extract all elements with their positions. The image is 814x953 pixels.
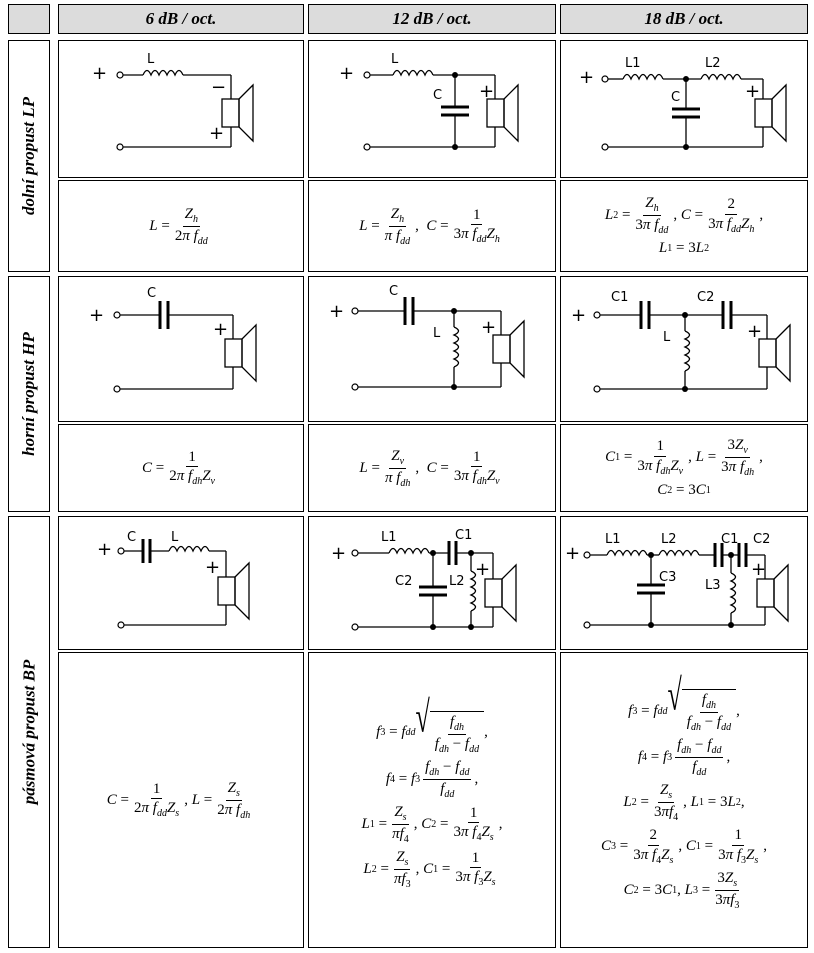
plus-sign: + [92,63,108,84]
column-header-18db [560,4,808,34]
speaker-icon [485,579,502,607]
equation: f 3 = f dd √ $\frac{f_{dh}}{f_{dh} - f_{dd}}$ , [628,670,740,734]
inductor-symbol [685,331,690,371]
plus-sign: + [329,301,345,322]
circuit-hp-6db [58,276,304,422]
circuit-diagram [561,517,808,650]
inductor-symbol [143,71,183,76]
circuit-diagram [309,277,556,422]
speaker-icon [218,577,235,605]
speaker-icon [759,339,776,367]
equation: L 2 = $\frac{Z_s}{3\pi f_4}$ , L 1 = 3 L 2 , [623,782,745,824]
circuit-lp-18db [560,40,808,178]
speaker-cone [235,563,249,619]
circuit-hp-12db [308,276,556,422]
column-header-label: 18 dB / oct. [644,9,724,28]
speaker-icon [757,579,774,607]
inductor-symbol [454,327,459,367]
plus-sign: + [97,539,113,560]
circuit-diagram [561,41,808,178]
formula-hp-12db [308,424,556,512]
row-label-lp [8,40,50,272]
circuit-lp-6db [58,40,304,178]
plus-sign: + [751,559,767,580]
formula-lp-6db [58,180,304,272]
input-terminal [352,308,358,314]
circuit-bp-18db [560,516,808,650]
plus-sign: + [213,319,229,340]
circuit-diagram [309,517,556,650]
inductor-label: L3 [705,578,721,593]
circuit-diagram [59,277,304,422]
plus-sign: + [579,67,595,88]
circuit-bp-12db [308,516,556,650]
equation: C = $\frac{1}{2\pi f_{dh}Z_v}$ [142,448,215,488]
inductor-symbol [731,573,736,613]
capacitor-label: C [389,284,399,299]
circuit-diagram [309,41,556,178]
inductor-label: L [663,330,671,345]
header-corner [8,4,50,34]
plus-sign: + [747,321,763,342]
equation: C 2 = 3 C 1 [657,482,711,498]
inductor-label: L [433,326,441,341]
speaker-icon [493,335,510,363]
equation: C 3 = $\frac{2}{3\pi f_4Z_s}$ , C 1 = $\frac{1}{3\pi f_3Z_s}$ , [600,827,768,866]
speaker-icon [225,339,242,367]
circuit-bp-6db [58,516,304,650]
speaker-cone [776,325,790,381]
speaker-cone [504,85,518,141]
circuit-hp-18db [560,276,808,422]
row-label-hp [8,276,50,512]
equation: f 4 = f 3 $\frac{f_{dh} - f_{dd}}{f_{dd}}$ , [637,737,731,779]
input-terminal [602,144,608,150]
minus-sign: − [211,77,227,98]
speaker-cone [772,85,786,141]
input-terminal [584,552,590,558]
circuit-diagram [59,41,304,178]
equation: C 2 = 3 C 1 , L 3 = $\frac{3Z_s}{3\pi f_3}$ [623,869,740,911]
inductor-label: L1 [625,56,641,71]
equation: L 2 = $\frac{Z_s}{\pi f_3}$ , C 1 = $\frac{1}{3\pi f_3Z_s}$ [363,848,496,890]
inductor-label: L1 [381,530,397,545]
equation: f 3 = f dd √ $\frac{f_{dh}}{f_{dh} - f_{dd}}$ , [376,691,488,755]
inductor-label: L [147,52,155,67]
plus-sign: + [475,559,491,580]
speaker-icon [487,99,504,127]
capacitor-label: C2 [697,290,715,305]
input-terminal [114,386,120,392]
inductor-symbol [623,75,663,80]
circuit-diagram [561,277,808,422]
capacitor-label: C2 [753,532,771,547]
formula-bp-18db [560,652,808,948]
input-terminal [364,72,370,78]
speaker-icon [222,99,239,127]
column-header-label: 12 dB / oct. [392,9,472,28]
plus-sign: + [565,543,581,564]
input-terminal [118,548,124,554]
inductor-symbol [393,71,433,76]
column-header-6db [58,4,304,34]
input-terminal [118,622,124,628]
capacitor-label: C [671,90,681,105]
plus-sign: + [331,543,347,564]
input-terminal [594,386,600,392]
input-terminal [594,312,600,318]
capacitor-label: C2 [395,574,413,589]
speaker-cone [774,565,788,621]
formula-hp-6db [58,424,304,512]
plus-sign: + [209,123,225,144]
equation: L = $\frac{Z_h}{\pi f_{dd}}$ , C = $\frac{1}{3\pi f_{dd}Z_h}$ [359,205,500,247]
input-terminal [117,72,123,78]
input-terminal [117,144,123,150]
row-label-text: dolní propust LP [19,96,38,216]
formula-lp-18db [560,180,808,272]
inductor-label: L2 [661,532,677,547]
input-terminal [602,76,608,82]
capacitor-label: C1 [611,290,629,305]
capacitor-label: C1 [721,532,739,547]
plus-sign: + [571,305,587,326]
formula-hp-18db [560,424,808,512]
formula-bp-6db [58,652,304,948]
circuit-diagram [59,517,304,650]
equation: L 1 = $\frac{Z_s}{\pi f_4}$ , C 2 = $\frac{1}{3\pi f_4Z_s}$ , [361,803,503,845]
plus-sign: + [339,63,355,84]
input-terminal [352,550,358,556]
circuit-lp-12db [308,40,556,178]
equation: L 1 = 3 L 2 [658,240,710,256]
inductor-symbol [169,547,209,552]
equation: C 1 = $\frac{1}{3\pi f_{dh}Z_v}$ , L = $\frac{3Z_v}{3\pi f_{dh}}$ , [605,437,763,478]
row-label-text: pásmová propust BP [19,659,38,805]
speaker-cone [502,565,516,621]
inductor-symbol [389,549,429,554]
inductor-symbol [659,551,699,556]
capacitor-label: C [127,530,137,545]
plus-sign: + [745,81,761,102]
inductor-label: L [171,530,179,545]
equation: L = $\frac{Z_v}{\pi f_{dh}}$ , C = $\frac{1}{3\pi f_{dh}Z_v}$ [359,447,500,489]
inductor-symbol [701,75,741,80]
column-header-12db [308,4,556,34]
input-terminal [352,624,358,630]
input-terminal [114,312,120,318]
inductor-label: L2 [705,56,721,71]
row-label-bp [8,516,50,948]
input-terminal [364,144,370,150]
equation: L = $\frac{Z_h}{2\pi f_{dd}}$ [149,205,208,247]
row-label-text: horní propust HP [19,332,39,456]
inductor-label: L1 [605,532,621,547]
column-header-label: 6 dB / oct. [145,9,217,28]
equation: f 4 = f 3 $\frac{f_{dh} - f_{dd}}{f_{dd}}$ , [385,758,479,800]
capacitor-label: C3 [659,570,677,585]
input-terminal [584,622,590,628]
speaker-icon [755,99,772,127]
plus-sign: + [479,81,495,102]
plus-sign: + [89,305,105,326]
equation: C = $\frac{1}{2\pi f_{dd}Z_s}$ , L = $\frac{Z_s}{2\pi f_{dh}}$ [106,779,251,821]
formula-lp-12db [308,180,556,272]
speaker-cone [239,85,253,141]
plus-sign: + [481,317,497,338]
equation: L 2 = $\frac{Z_h}{3\pi f_{dd}}$ , C = $\frac{2}{3\pi f_{dd}Z_h}$ , [604,195,764,236]
capacitor-label: C [433,88,443,103]
speaker-cone [510,321,524,377]
capacitor-label: C [147,286,157,301]
formula-bp-12db [308,652,556,948]
capacitor-label: C1 [455,528,473,543]
inductor-label: L2 [449,574,465,589]
inductor-symbol [607,551,647,556]
inductor-label: L [391,52,399,67]
speaker-cone [242,325,256,381]
input-terminal [352,384,358,390]
plus-sign: + [205,557,221,578]
